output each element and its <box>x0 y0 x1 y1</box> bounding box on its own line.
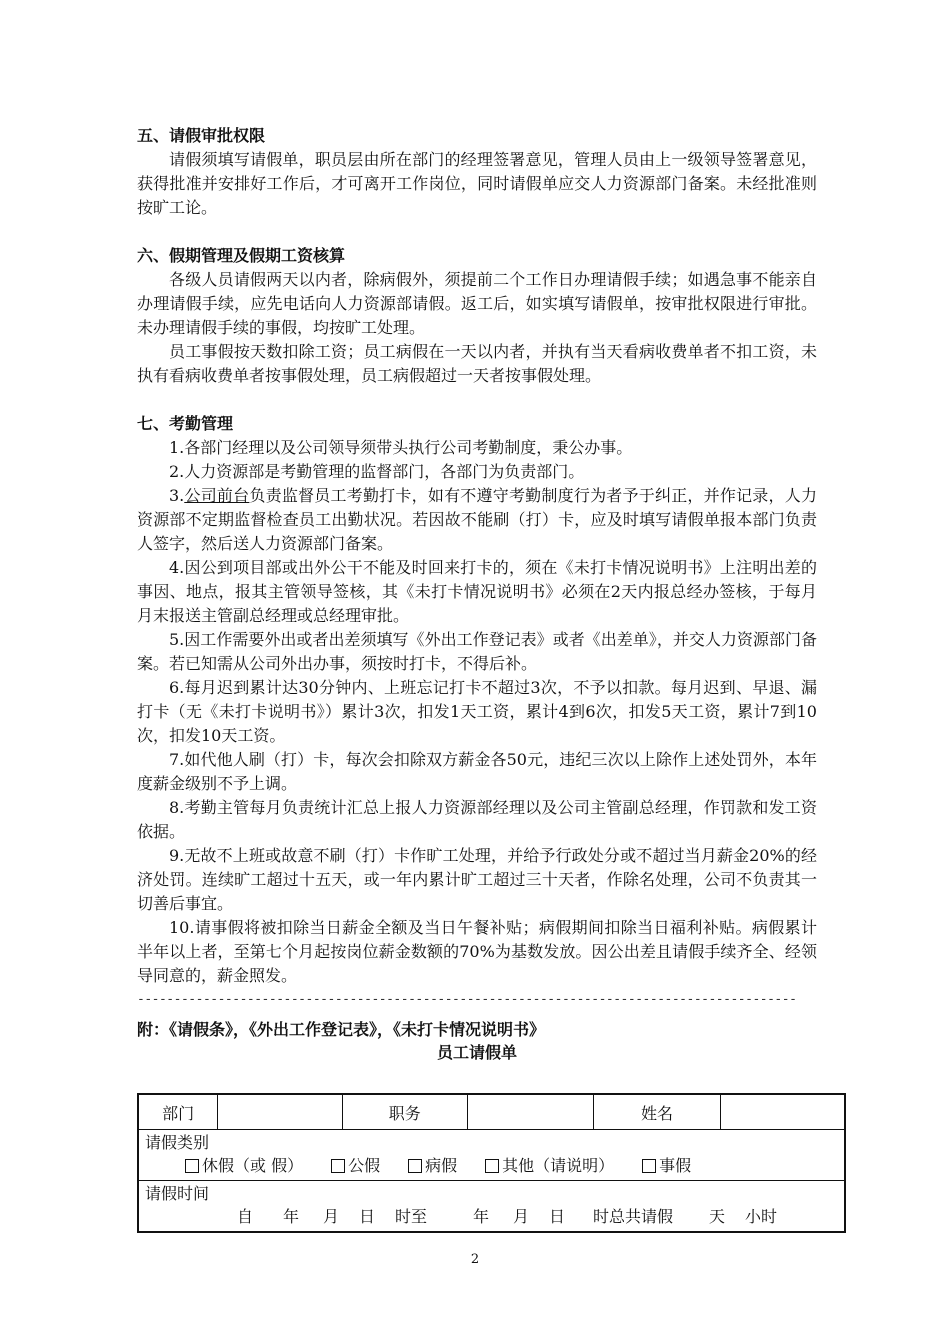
leave-type-option-official[interactable]: 公假 <box>331 1154 380 1178</box>
leave-type-option-vacation[interactable]: 休假（或 假） <box>185 1154 303 1178</box>
separator-line: ------------------------------------------------------------------------------------------ <box>137 992 797 1007</box>
attendance-item: 2.人力资源部是考勤管理的监督部门，各部门为负责部门。 <box>169 462 585 481</box>
dept-input-cell[interactable] <box>218 1094 343 1130</box>
document-body <box>137 124 817 1064</box>
attachment-line: 附：《请假条》，《外出工作登记表》，《未打卡情况说明书》 <box>137 1020 546 1039</box>
checkbox-icon[interactable] <box>485 1159 499 1173</box>
attendance-item: 7.如代他人刷（打）卡，每次会扣除双方薪金各50元，违纪三次以上除作上述处罚外，本年度薪金级别不予上调。 <box>137 750 817 793</box>
attendance-item: 9.无故不上班或故意不刷（打）卡作旷工处理，并给予行政处分或不超过当月薪金20%的经济处罚。连续旷工超过十五天，或一年内累计旷工超过三十天者，作除名处理，公司不负责其一切善后事宜。 <box>137 846 817 913</box>
position-input-cell[interactable] <box>467 1094 594 1130</box>
leave-type-option-personal[interactable]: 事假 <box>642 1154 691 1178</box>
leave-type-cell <box>138 1130 845 1181</box>
leave-time-fields[interactable]: 自 年 月 日 时至 年 月 日 时总共请假 天 小时 <box>237 1207 778 1226</box>
position-label: 职务 <box>342 1094 467 1130</box>
attendance-item: 1.各部门经理以及公司领导须带头执行公司考勤制度，秉公办事。 <box>169 438 633 457</box>
section-paragraph: 各级人员请假两天以内者，除病假外，须提前二个工作日办理请假手续；如遇急事不能亲自办理请假手续，应先电话向人力资源部请假。返工后，如实填写请假单，按审批权限进行审批。未办理请假手续的事假，均按旷工处理。 <box>137 270 817 337</box>
name-input-cell[interactable] <box>720 1094 845 1130</box>
checkbox-icon[interactable] <box>408 1159 422 1173</box>
form-title: 员工请假单 <box>436 1043 517 1062</box>
section-paragraph: 请假须填写请假单，职员层由所在部门的经理签署意见，管理人员由上一级领导签署意见，获得批准并安排好工作后，才可离开工作岗位，同时请假单应交人力资源部门备案。未经批准则按旷工论。 <box>137 150 817 217</box>
attendance-item: 5.因工作需要外出或者出差须填写《外出工作登记表》或者《出差单》，并交人力资源部门备案。若已知需从公司外出办事，须按时打卡，不得后补。 <box>137 630 817 673</box>
leave-type-option-sick[interactable]: 病假 <box>408 1154 457 1178</box>
leave-time-cell <box>138 1181 845 1233</box>
underlined-term: 公司前台 <box>184 486 250 505</box>
attendance-item: 8.考勤主管每月负责统计汇总上报人力资源部经理以及公司主管副总经理，作罚款和发工资依据。 <box>137 798 817 841</box>
section-paragraph: 员工事假按天数扣除工资；员工病假在一天以内者，并执有当天看病收费单者不扣工资，未执有看病收费单者按事假处理，员工病假超过一天者按事假处理。 <box>137 342 817 385</box>
section-title-approval: 五、请假审批权限 <box>137 126 266 145</box>
section-title-leave-management: 六、假期管理及假期工资核算 <box>137 246 346 265</box>
checkbox-icon[interactable] <box>331 1159 345 1173</box>
section-title-attendance: 七、考勤管理 <box>137 414 234 433</box>
leave-request-form <box>137 1093 846 1233</box>
item-number: 3. <box>169 486 185 505</box>
leave-type-option-other[interactable]: 其他（请说明） <box>485 1154 614 1178</box>
attendance-item: 10.请事假将被扣除当日薪金全额及当日午餐补贴；病假期间扣除当日福利补贴。病假累计半年以上者，至第七个月起按岗位薪金数额的70%为基数发放。因公出差且请假手续齐全、经领导同意的，薪金照发。 <box>137 918 817 985</box>
leave-type-label: 请假类别 <box>145 1133 210 1152</box>
page-number: 2 <box>470 1252 480 1267</box>
name-label: 姓名 <box>594 1094 721 1130</box>
leave-time-label: 请假时间 <box>145 1184 210 1203</box>
leave-type-options <box>145 1154 838 1178</box>
attendance-item <box>137 484 817 556</box>
dept-label: 部门 <box>138 1094 218 1130</box>
attendance-item: 6.每月迟到累计达30分钟内、上班忘记打卡不超过3次，不予以扣款。每月迟到、早退、漏打卡（无《未打卡说明书》）累计3次，扣发1天工资，累计4到6次，扣发5天工资，累计7到10次，扣发10天工资。 <box>137 678 817 745</box>
checkbox-icon[interactable] <box>185 1159 199 1173</box>
item-text: 负责监督员工考勤打卡，如有不遵守考勤制度行为者予于纠正，并作记录，人力资源部不定期监督检查员工出勤状况。若因故不能刷（打）卡，应及时填写请假单报本部门负责人签字，然后送人力资源部门备案。 <box>137 486 817 553</box>
attendance-item: 4.因公到项目部或出外公干不能及时回来打卡的，须在《未打卡情况说明书》上注明出差的事因、地点，报其主管领导签核，其《未打卡情况说明书》必须在2天内报总经办签核，于每月月末报送主管副总经理或总经理审批。 <box>137 558 817 625</box>
checkbox-icon[interactable] <box>642 1159 656 1173</box>
